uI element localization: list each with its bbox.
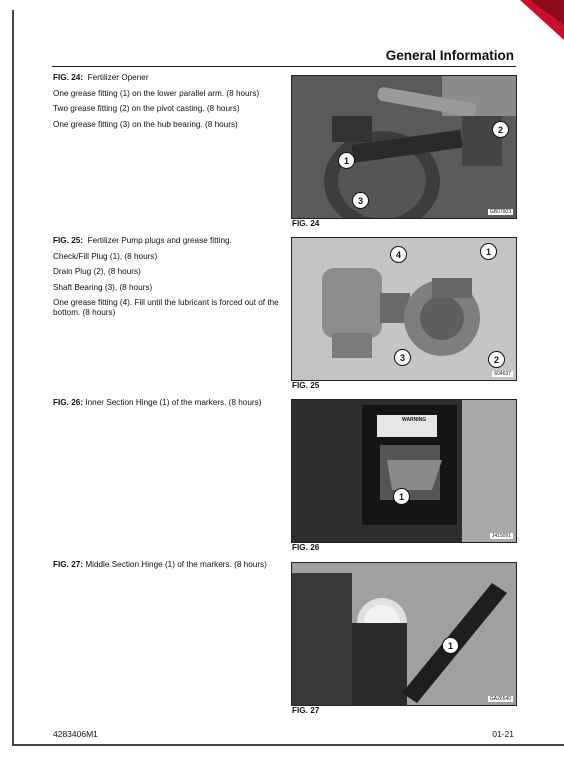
image-code: J415091 — [491, 533, 511, 539]
warning-label: WARNING — [402, 417, 427, 423]
fig25-line: Shaft Bearing (3), (8 hours) — [53, 282, 153, 292]
figure-26-caption: FIG. 26 — [292, 543, 320, 552]
callout-1: 1 — [480, 243, 497, 260]
fig27-heading — [53, 560, 279, 570]
figure-27-caption: FIG. 27 — [292, 706, 320, 715]
fig25-line: Check/Fill Plug (1), (8 hours) — [53, 251, 158, 261]
fig24-line: Two grease fitting (2) on the pivot casting. (8 hours) — [53, 104, 240, 113]
section-fig25-text — [53, 236, 279, 324]
middle-hinge-illustration — [292, 563, 516, 705]
fig24-label: FIG. 24: — [53, 73, 84, 82]
callout-1: 1 — [442, 637, 459, 654]
figure-24-photo — [291, 75, 517, 219]
footer-doc-number: 4283406M1 — [53, 729, 98, 739]
fig27-heading-text: Middle Section Hinge (1) of the markers. (8 hours) — [85, 560, 267, 569]
figure-25-photo — [291, 237, 517, 381]
section-fig27-text — [53, 560, 279, 576]
callout-2: 2 — [492, 121, 509, 138]
callout-1: 1 — [393, 488, 410, 505]
callout-1: 1 — [338, 152, 355, 169]
fig25-line: One grease fitting (4). Fill until the lubricant is forced out of the bottom. (8 hours) — [53, 298, 279, 317]
figure-24-caption: FIG. 24 — [292, 219, 320, 228]
fertilizer-opener-illustration — [292, 76, 516, 218]
fig24-heading — [53, 73, 279, 83]
fig26-heading-text: Inner Section Hinge (1) of the markers. (8 hours) — [85, 398, 262, 407]
callout-2: 2 — [488, 351, 505, 368]
image-code: GA26540 — [489, 696, 511, 702]
fig25-heading — [53, 236, 279, 246]
fig26-heading — [53, 398, 279, 408]
figure-27-photo — [291, 562, 517, 706]
image-code: 604637 — [494, 371, 511, 377]
callout-3: 3 — [394, 349, 411, 366]
callout-3: 3 — [352, 192, 369, 209]
page-header-title: General Information — [385, 48, 514, 63]
fig24-line: One grease fitting (3) on the hub bearing. (8 hours) — [53, 119, 238, 129]
figure-25-caption: FIG. 25 — [292, 381, 320, 390]
fig26-label: FIG. 26: — [53, 398, 84, 407]
section-fig24-text — [53, 73, 279, 135]
fig25-line: Drain Plug (2), (8 hours) — [53, 267, 141, 276]
fig24-heading-text: Fertilizer Opener — [87, 73, 149, 82]
image-code: GB07003 — [489, 209, 511, 215]
fig24-line: One grease fitting (1) on the lower parallel arm. (8 hours) — [53, 88, 260, 98]
callout-4: 4 — [390, 246, 407, 263]
fig27-label: FIG. 27: — [53, 560, 84, 569]
section-fig26-text — [53, 398, 279, 414]
header-rule — [52, 66, 516, 67]
fig25-heading-text: Fertilizer Pump plugs and grease fitting. — [87, 236, 232, 245]
fig25-label: FIG. 25: — [53, 236, 84, 245]
footer-page-number: 01-21 — [492, 729, 514, 739]
page-border-bottom — [12, 744, 564, 746]
figure-26-photo — [291, 399, 517, 543]
page-border-left — [12, 10, 14, 746]
